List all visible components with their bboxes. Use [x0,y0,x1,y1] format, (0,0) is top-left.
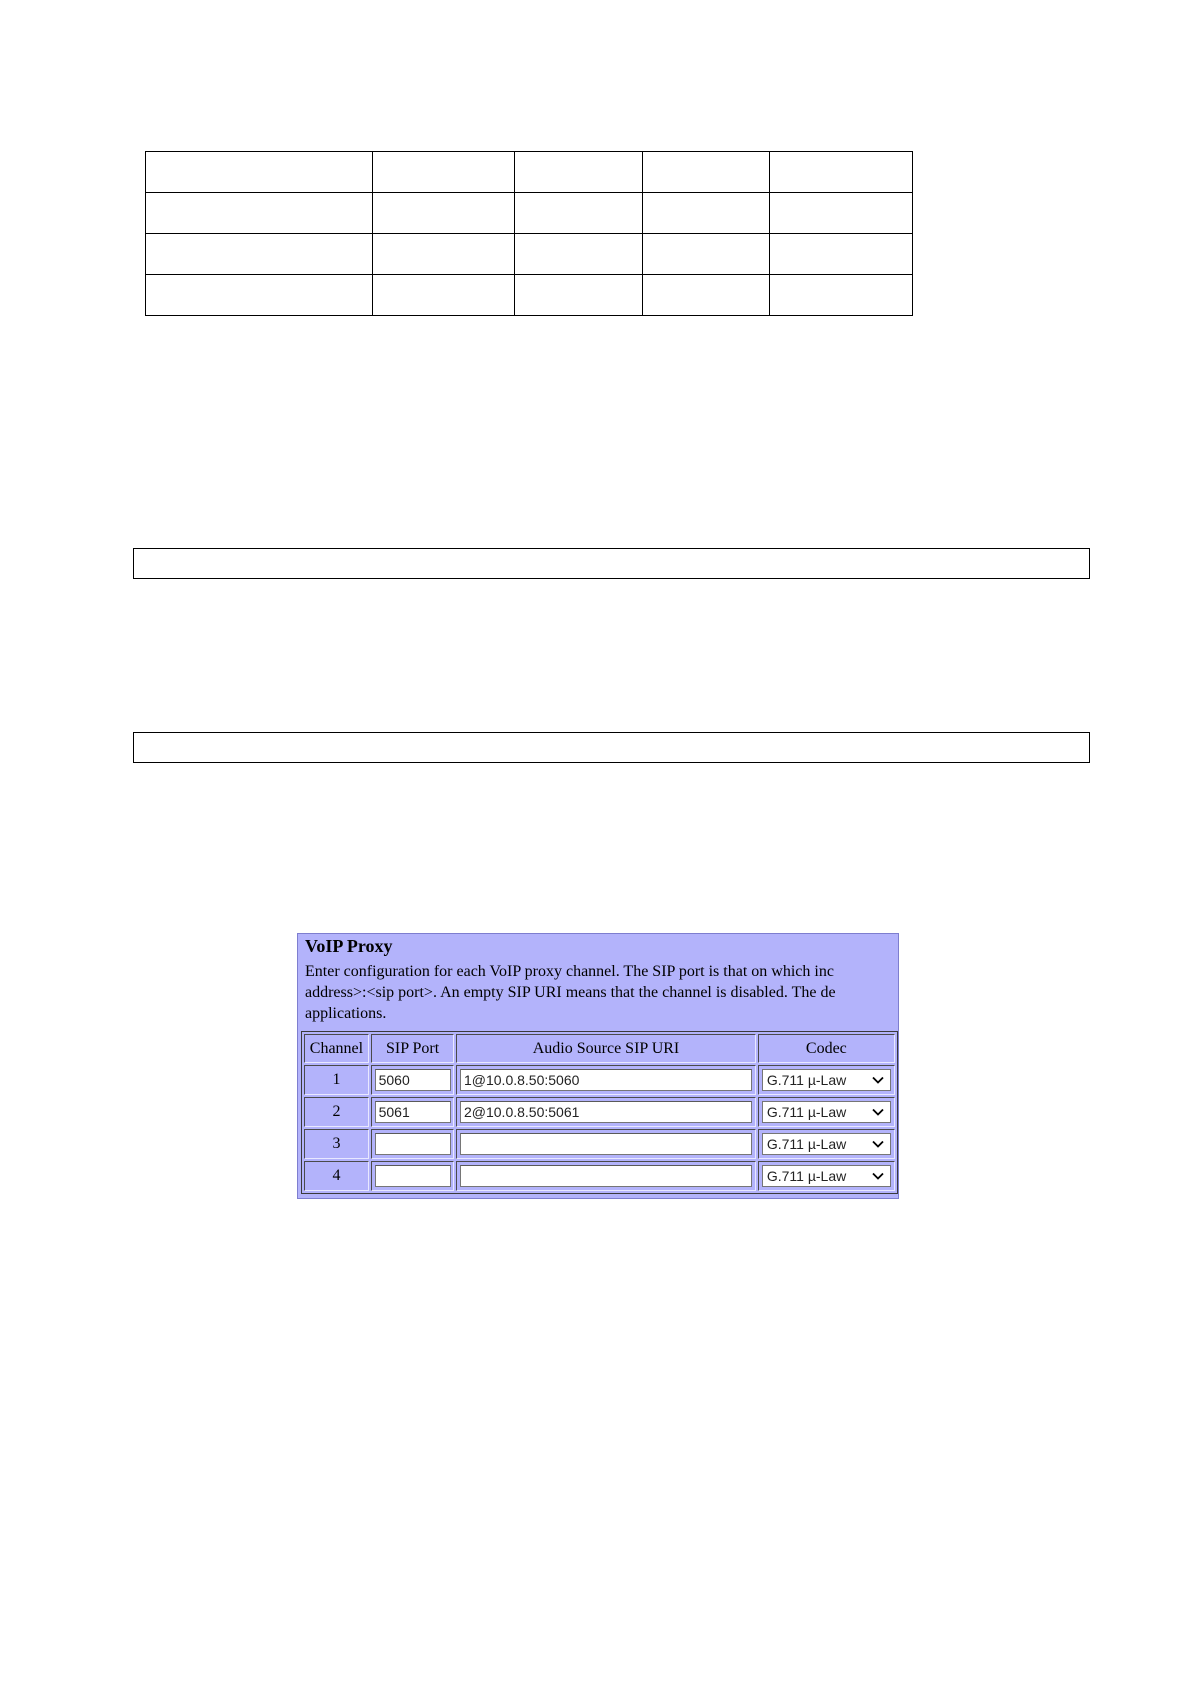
column-header-codec: Codec [758,1034,895,1063]
column-header-sip-uri: Audio Source SIP URI [456,1034,755,1063]
table-row [146,275,913,316]
codec-selected-value: G.711 µ-Law [766,1136,847,1152]
sip-port-input[interactable] [375,1069,451,1091]
channel-number: 1 [304,1065,369,1095]
sip-port-input[interactable] [375,1165,451,1187]
chevron-down-icon [872,1138,884,1150]
panel-title: VoIP Proxy [305,936,393,956]
description-line: Enter configuration for each VoIP proxy channel. The SIP port is that on which inc [305,963,834,980]
codec-select[interactable] [762,1101,891,1123]
codec-select[interactable] [762,1165,891,1187]
codec-select[interactable] [762,1133,891,1155]
column-header-sip-port: SIP Port [371,1034,454,1063]
chevron-down-icon [872,1106,884,1118]
sip-uri-input[interactable] [460,1101,752,1123]
table-row [146,234,913,275]
channel-number: 3 [304,1129,369,1159]
chevron-down-icon [872,1170,884,1182]
codec-selected-value: G.711 µ-Law [766,1168,847,1184]
channel-number: 2 [304,1097,369,1127]
codec-selected-value: G.711 µ-Law [766,1072,847,1088]
column-header-channel: Channel [304,1034,369,1063]
chevron-down-icon [872,1074,884,1086]
empty-box [133,732,1090,763]
codec-selected-value: G.711 µ-Law [766,1104,847,1120]
description-line: applications. [305,1005,387,1022]
sip-port-input[interactable] [375,1101,451,1123]
empty-grid-table [145,151,913,316]
table-row [304,1129,895,1159]
sip-uri-input[interactable] [460,1133,752,1155]
panel-description [305,961,899,1024]
description-line: address>:<sip port>. An empty SIP URI means that the channel is disabled. The de [305,984,836,1001]
voip-proxy-panel [297,933,899,1199]
sip-port-input[interactable] [375,1133,451,1155]
table-row [304,1065,895,1095]
table-row [146,193,913,234]
table-header-row [304,1034,895,1063]
empty-box [133,548,1090,579]
voip-channel-table [301,1031,898,1194]
sip-uri-input[interactable] [460,1165,752,1187]
codec-select[interactable] [762,1069,891,1091]
table-row [146,152,913,193]
table-row [304,1161,895,1191]
table-row [304,1097,895,1127]
sip-uri-input[interactable] [460,1069,752,1091]
channel-number: 4 [304,1161,369,1191]
